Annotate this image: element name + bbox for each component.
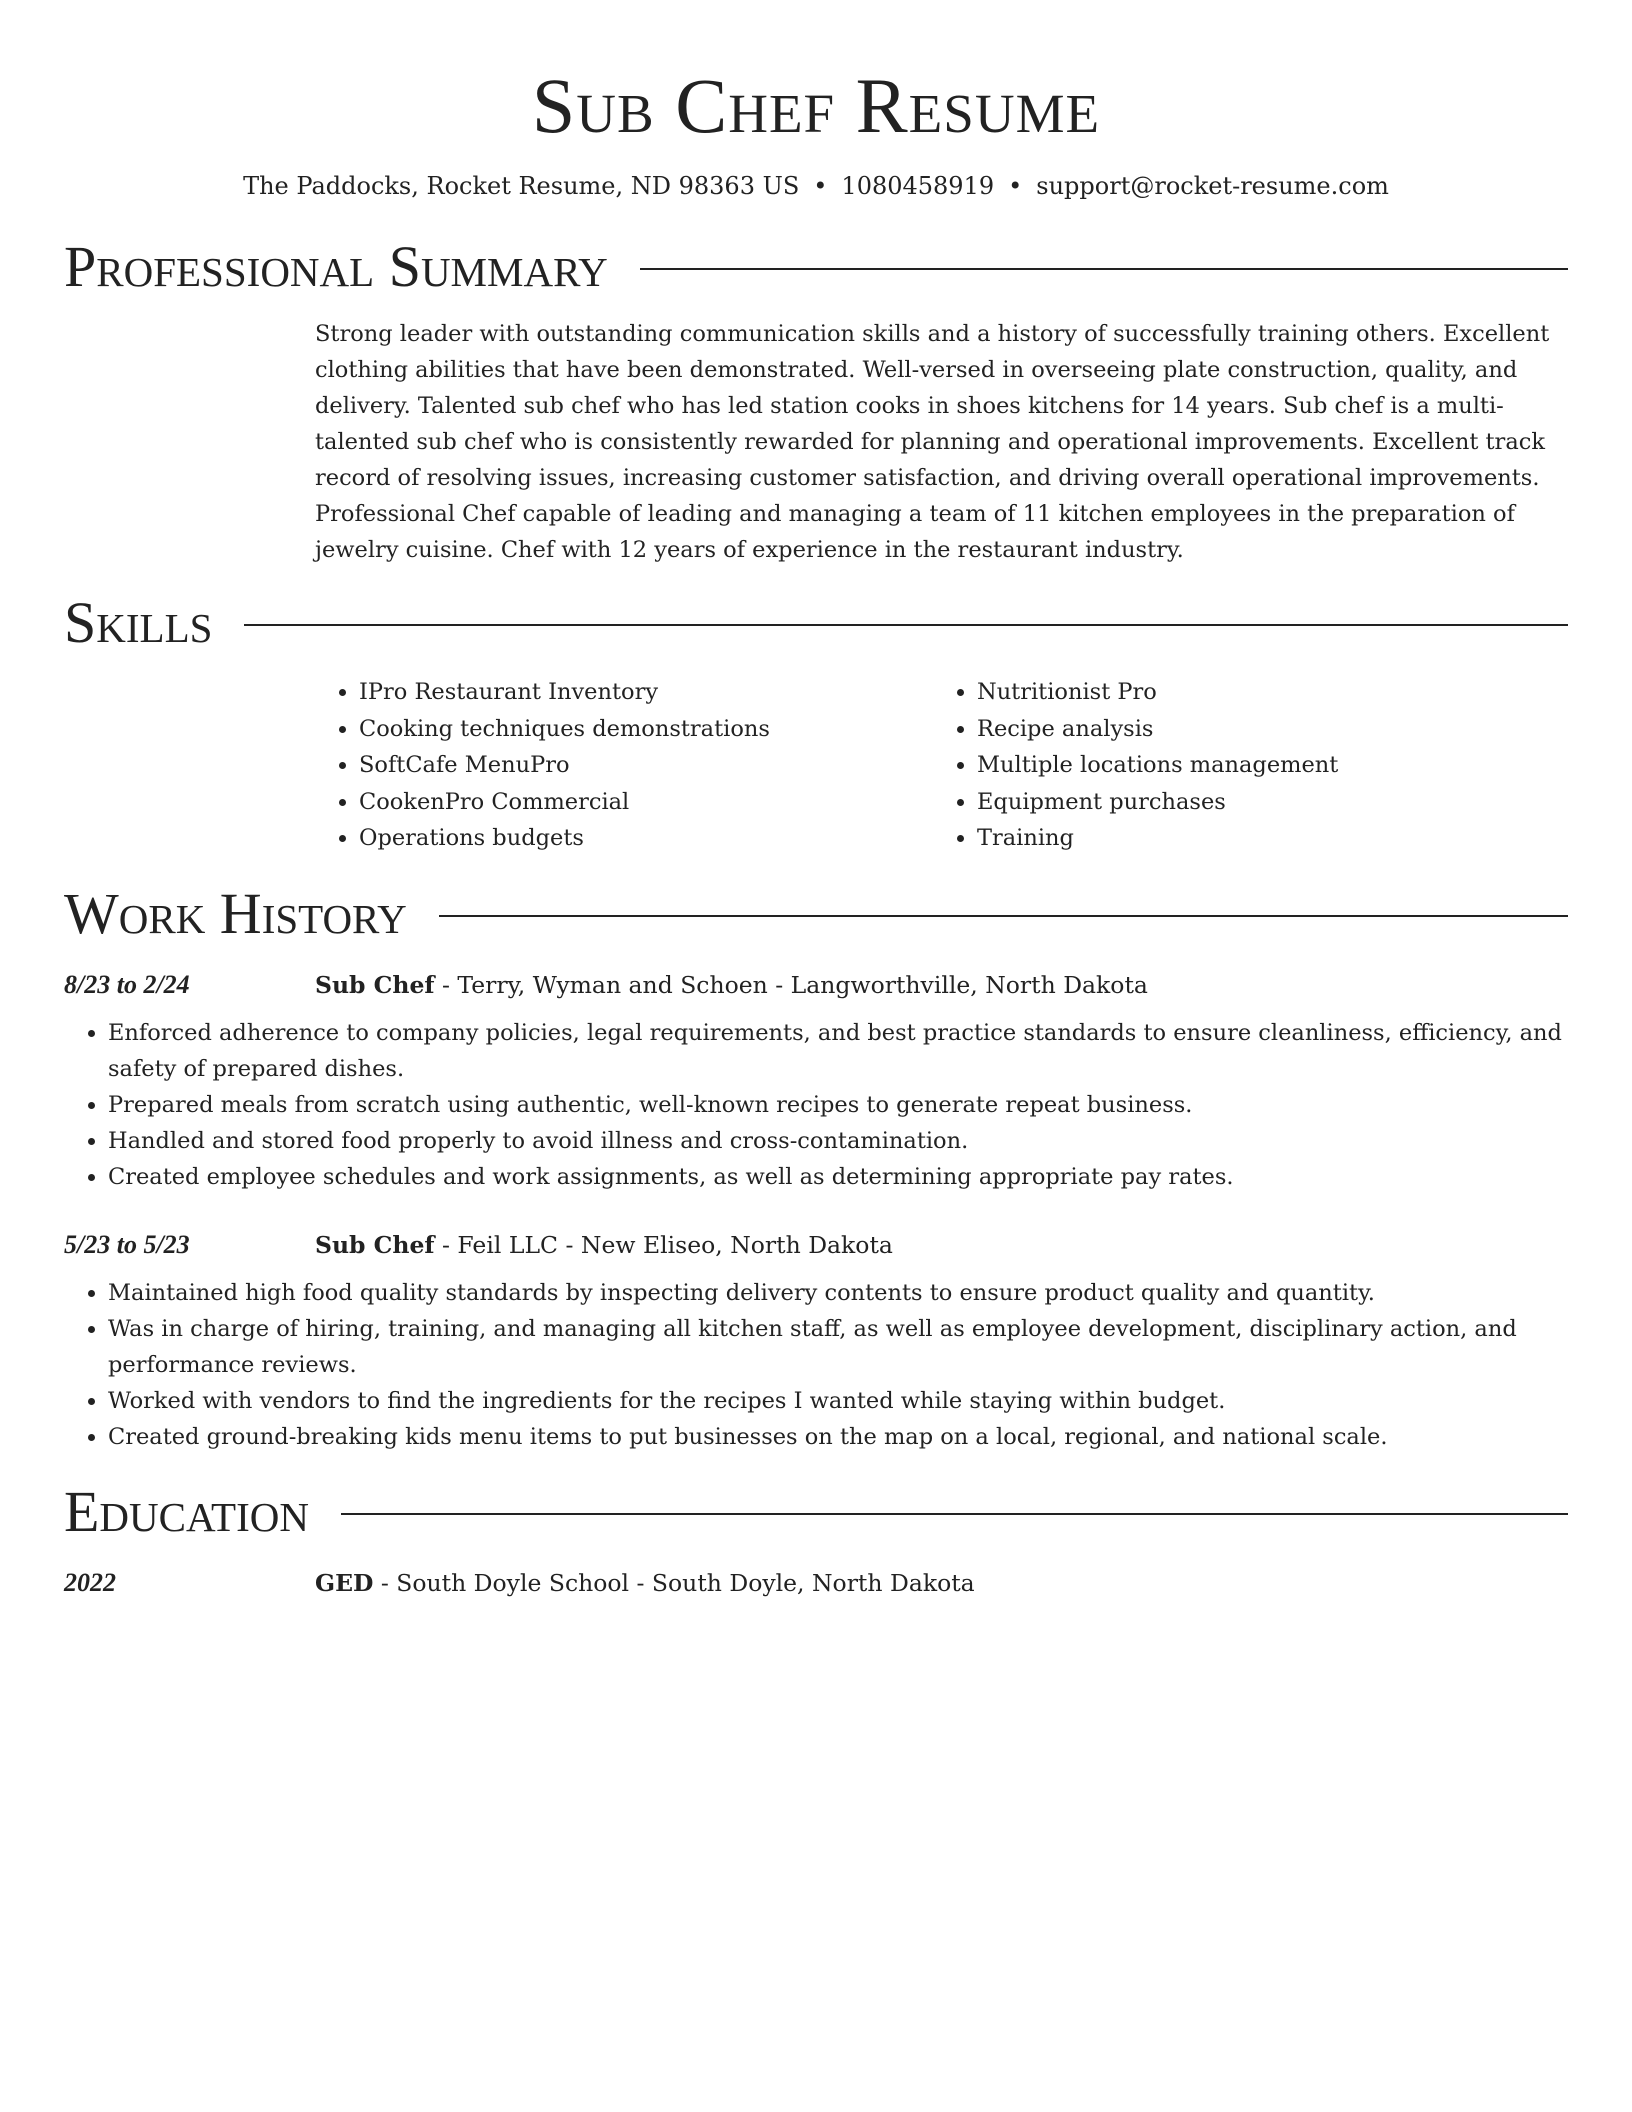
skill-item: • Equipment purchases: [977, 784, 1551, 821]
work-bullet: • Prepared meals from scratch using authentic, well-known recipes to generate repeat business.: [108, 1087, 1568, 1123]
work-bullet: • Maintained high food quality standards by inspecting delivery contents to ensure product quality and quantity.: [108, 1275, 1568, 1311]
work-entry: [64, 1225, 1568, 1455]
work-bullets: [64, 1015, 1568, 1195]
skills-section-header: [64, 588, 1568, 658]
job-title: Sub Chef: [315, 970, 435, 999]
skill-item: • SoftCafe MenuPro: [359, 747, 933, 784]
contact-address: The Paddocks, Rocket Resume, ND 98363 US: [243, 172, 800, 200]
employer-details: - Terry, Wyman and Schoen - Langworthville, North Dakota: [434, 970, 1148, 999]
section-divider: [244, 624, 1568, 626]
work-entry: [64, 965, 1568, 1195]
contact-phone: 1080458919: [841, 172, 995, 200]
work-heading: Work History: [64, 880, 407, 946]
work-section-header: [64, 879, 1568, 949]
skill-item: • Recipe analysis: [977, 711, 1551, 748]
section-divider: [341, 1513, 1568, 1515]
work-dates: 5/23 to 5/23: [64, 1229, 190, 1259]
work-bullet: • Created employee schedules and work assignments, as well as determining appropriate pay rates.: [108, 1159, 1568, 1195]
skills-heading: Skills: [64, 590, 213, 655]
skills-column-left: [315, 674, 933, 857]
section-divider: [439, 915, 1568, 917]
contact-separator: •: [1008, 172, 1023, 200]
education-entry: [64, 1563, 1568, 1603]
skill-item: • Training: [977, 820, 1551, 857]
contact-separator: •: [813, 172, 828, 200]
skills-list: [315, 674, 1568, 857]
contact-email: support@rocket-resume.com: [1036, 172, 1389, 200]
work-bullet: • Was in charge of hiring, training, and managing all kitchen staff, as well as employee development, disciplinary action, and performance reviews.: [108, 1311, 1568, 1383]
section-divider: [640, 268, 1568, 270]
education-heading: Education: [64, 1478, 309, 1544]
school-details: - South Doyle School - South Doyle, North Dakota: [373, 1568, 975, 1597]
summary-section-header: [64, 232, 1568, 302]
skill-item: • Operations budgets: [359, 820, 933, 857]
skill-item: • Nutritionist Pro: [977, 674, 1551, 711]
contact-line: [64, 168, 1568, 204]
degree: GED: [315, 1568, 374, 1597]
work-bullet: • Handled and stored food properly to avoid illness and cross-contamination.: [108, 1123, 1568, 1159]
employer-details: - Feil LLC - New Eliseo, North Dakota: [434, 1230, 893, 1259]
work-bullets: [64, 1275, 1568, 1455]
summary-text: Strong leader with outstanding communication skills and a history of successfully training others. Excellent clothing abilities that have been demonstrated. Well-versed in overseeing plate construction, quality, and delivery. Talented sub chef who has led station cooks in shoes kitchens for 14 years. Sub chef is a multi-talented sub chef who is consistently rewarded for planning and operational improvements. Excellent track record of resolving issues, increasing customer satisfaction, and driving overall operational improvements. Professional Chef capable of leading and managing a team of 11 kitchen employees in the preparation of jewelry cuisine. Chef with 12 years of experience in the restaurant industry.: [315, 321, 1550, 563]
work-heading-line: [315, 1225, 893, 1265]
resume-title: Sub Chef Resume: [531, 62, 1101, 149]
skill-item: • Multiple locations management: [977, 747, 1551, 784]
education-heading-line: [315, 1563, 975, 1603]
work-bullet: • Created ground-breaking kids menu items to put businesses on the map on a local, regional, and national scale.: [108, 1419, 1568, 1455]
skill-item: • CookenPro Commercial: [359, 784, 933, 821]
job-title: Sub Chef: [315, 1230, 435, 1259]
skills-column-right: [933, 674, 1551, 857]
work-bullet: • Worked with vendors to find the ingredients for the recipes I wanted while staying within budget.: [108, 1383, 1568, 1419]
work-heading-line: [315, 965, 1148, 1005]
skill-item: • Cooking techniques demonstrations: [359, 711, 933, 748]
education-section-header: [64, 1477, 1568, 1547]
education-date: 2022: [64, 1567, 116, 1597]
work-bullet: • Enforced adherence to company policies, legal requirements, and best practice standards to ensure cleanliness, efficiency, and safety of prepared dishes.: [108, 1015, 1568, 1087]
skill-item: • IPro Restaurant Inventory: [359, 674, 933, 711]
work-dates: 8/23 to 2/24: [64, 969, 190, 999]
summary-heading: Professional Summary: [64, 234, 608, 299]
